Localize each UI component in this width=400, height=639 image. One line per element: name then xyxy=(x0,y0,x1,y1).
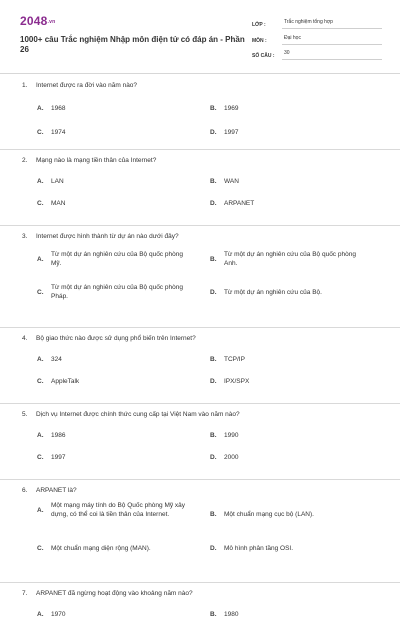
option-text: 1968 xyxy=(51,105,66,112)
option-c[interactable] xyxy=(37,199,191,208)
option-letter: B. xyxy=(210,611,217,618)
option-a[interactable] xyxy=(37,177,191,186)
question-stem xyxy=(22,410,382,419)
option-letter: A. xyxy=(37,506,44,514)
question-4 xyxy=(0,334,400,404)
option-text: LAN xyxy=(51,178,64,185)
option-letter: B. xyxy=(210,511,217,518)
option-b[interactable] xyxy=(210,355,364,364)
question-number: 2. xyxy=(22,157,28,164)
option-text: ARPANET xyxy=(224,200,255,207)
question-stem xyxy=(22,81,382,90)
meta-label-lop: LỚP : xyxy=(252,22,266,28)
option-letter: A. xyxy=(37,255,44,263)
question-1 xyxy=(0,81,400,150)
question-stem xyxy=(22,486,382,495)
question-number: 7. xyxy=(22,590,28,597)
question-list xyxy=(0,78,400,639)
option-letter: C. xyxy=(37,288,44,296)
option-d[interactable] xyxy=(210,453,364,462)
option-text: 1997 xyxy=(51,454,66,461)
option-letter: D. xyxy=(210,378,217,385)
meta-value-mon: Đại học xyxy=(282,35,382,45)
question-3 xyxy=(0,232,400,328)
question-text: ARPANET là? xyxy=(36,487,77,494)
option-letter: C. xyxy=(37,545,44,552)
option-letter: B. xyxy=(210,178,217,185)
meta-info xyxy=(252,14,382,60)
meta-row-mon xyxy=(252,31,382,45)
option-c[interactable] xyxy=(37,453,191,462)
option-b[interactable] xyxy=(210,177,364,186)
option-a[interactable] xyxy=(37,431,191,440)
option-text: Một chuẩn mạng cục bộ (LAN). xyxy=(224,511,314,518)
question-stem xyxy=(22,334,382,343)
option-text: Từ một dự án nghiên cứu của Bộ quốc phòng Pháp. xyxy=(51,284,183,300)
option-letter: D. xyxy=(210,289,217,296)
option-d[interactable] xyxy=(210,288,384,297)
option-b[interactable] xyxy=(210,510,364,519)
option-letter: A. xyxy=(37,611,44,618)
question-number: 4. xyxy=(22,335,28,342)
document-title: 1000+ câu Trắc nghiệm Nhập môn điện tử có đáp án - Phần 26 xyxy=(20,34,245,55)
question-stem xyxy=(22,156,382,165)
question-number: 3. xyxy=(22,233,28,240)
meta-row-socau xyxy=(252,46,382,60)
question-text: Mạng nào là mạng tiền thân của Internet? xyxy=(36,157,157,164)
option-letter: D. xyxy=(210,200,217,207)
option-d[interactable] xyxy=(210,128,364,137)
option-b[interactable] xyxy=(210,104,364,113)
meta-value-lop: Trắc nghiệm tổng hợp xyxy=(282,19,382,29)
meta-label-socau: SỐ CÂU : xyxy=(252,53,275,59)
document-header xyxy=(20,0,382,60)
brand-block xyxy=(20,14,245,60)
meta-value-socau: 30 xyxy=(282,50,382,60)
question-6 xyxy=(0,486,400,583)
option-letter: B. xyxy=(210,255,217,263)
question-2 xyxy=(0,156,400,226)
logo-main: 2048 xyxy=(20,14,48,28)
option-c[interactable] xyxy=(37,544,191,553)
option-letter: D. xyxy=(210,545,217,552)
option-text: 1969 xyxy=(224,105,239,112)
question-5 xyxy=(0,410,400,480)
question-text: Internet được ra đời vào năm nào? xyxy=(36,82,138,89)
option-letter: B. xyxy=(210,105,217,112)
option-text: 1986 xyxy=(51,432,66,439)
meta-row-lop xyxy=(252,15,382,29)
option-a[interactable] xyxy=(37,355,191,364)
question-text: Bộ giao thức nào được sử dụng phổ biến trên Internet? xyxy=(36,335,196,342)
option-text: WAN xyxy=(224,178,239,185)
question-number: 6. xyxy=(22,487,28,494)
question-7 xyxy=(0,589,400,639)
option-a[interactable] xyxy=(37,250,191,268)
option-c[interactable] xyxy=(37,283,191,301)
meta-label-mon: MÔN : xyxy=(252,37,267,44)
logo-suffix: .vn xyxy=(47,18,56,25)
option-letter: C. xyxy=(37,454,44,461)
question-number: 1. xyxy=(22,82,28,89)
option-letter: A. xyxy=(37,432,44,439)
option-a[interactable] xyxy=(37,104,191,113)
option-text: Từ một dự án nghiên cứu của Bộ. xyxy=(224,289,322,296)
option-text: Một mạng máy tính do Bộ Quốc phòng Mỹ xây dựng, có thể coi là tiền thân của Internet. xyxy=(51,502,186,518)
option-letter: A. xyxy=(37,105,44,112)
option-text: 1980 xyxy=(224,611,239,618)
option-letter: A. xyxy=(37,178,44,185)
header-divider xyxy=(0,73,400,74)
question-text: Dịch vụ Internet được chính thức cung cấp tại Việt Nam vào năm nào? xyxy=(36,411,240,418)
option-letter: A. xyxy=(37,356,44,363)
option-letter: B. xyxy=(210,356,217,363)
option-letter: C. xyxy=(37,200,44,207)
option-b[interactable] xyxy=(210,431,364,440)
option-a[interactable] xyxy=(37,501,191,519)
option-text: 1997 xyxy=(224,129,239,136)
option-text: MAN xyxy=(51,200,66,207)
option-text: 324 xyxy=(51,356,62,363)
option-d[interactable] xyxy=(210,544,364,553)
option-b[interactable] xyxy=(210,250,364,268)
option-letter: B. xyxy=(210,432,217,439)
option-text: AppleTalk xyxy=(51,378,80,385)
option-text: 1990 xyxy=(224,432,239,439)
option-letter: D. xyxy=(210,129,217,136)
option-text: IPX/SPX xyxy=(224,378,250,385)
option-letter: D. xyxy=(210,454,217,461)
option-text: Một chuẩn mạng diện rộng (MAN). xyxy=(51,545,151,552)
question-stem xyxy=(22,589,382,598)
option-b[interactable] xyxy=(210,610,364,619)
option-text: 2000 xyxy=(224,454,239,461)
question-text: ARPANET đã ngừng hoạt động vào khoảng năm nào? xyxy=(36,590,193,597)
option-text: 1970 xyxy=(51,611,66,618)
option-text: Từ một dự án nghiên cứu của Bộ quốc phòng Mỹ. xyxy=(51,251,183,267)
question-number: 5. xyxy=(22,411,28,418)
site-logo[interactable] xyxy=(20,14,245,29)
option-letter: C. xyxy=(37,129,44,136)
option-c[interactable] xyxy=(37,377,191,386)
option-d[interactable] xyxy=(210,377,364,386)
option-c[interactable] xyxy=(37,128,191,137)
option-text: TCP/IP xyxy=(224,356,245,363)
option-a[interactable] xyxy=(37,610,191,619)
option-d[interactable] xyxy=(210,199,364,208)
question-stem xyxy=(22,232,382,241)
option-text: 1974 xyxy=(51,129,66,136)
option-text: Từ một dự án nghiên cứu của Bộ quốc phòng Anh. xyxy=(224,251,356,267)
option-text: Mô hình phân tầng OSI. xyxy=(224,545,294,552)
question-text: Internet được hình thành từ dự án nào dưới đây? xyxy=(36,233,179,240)
option-letter: C. xyxy=(37,378,44,385)
